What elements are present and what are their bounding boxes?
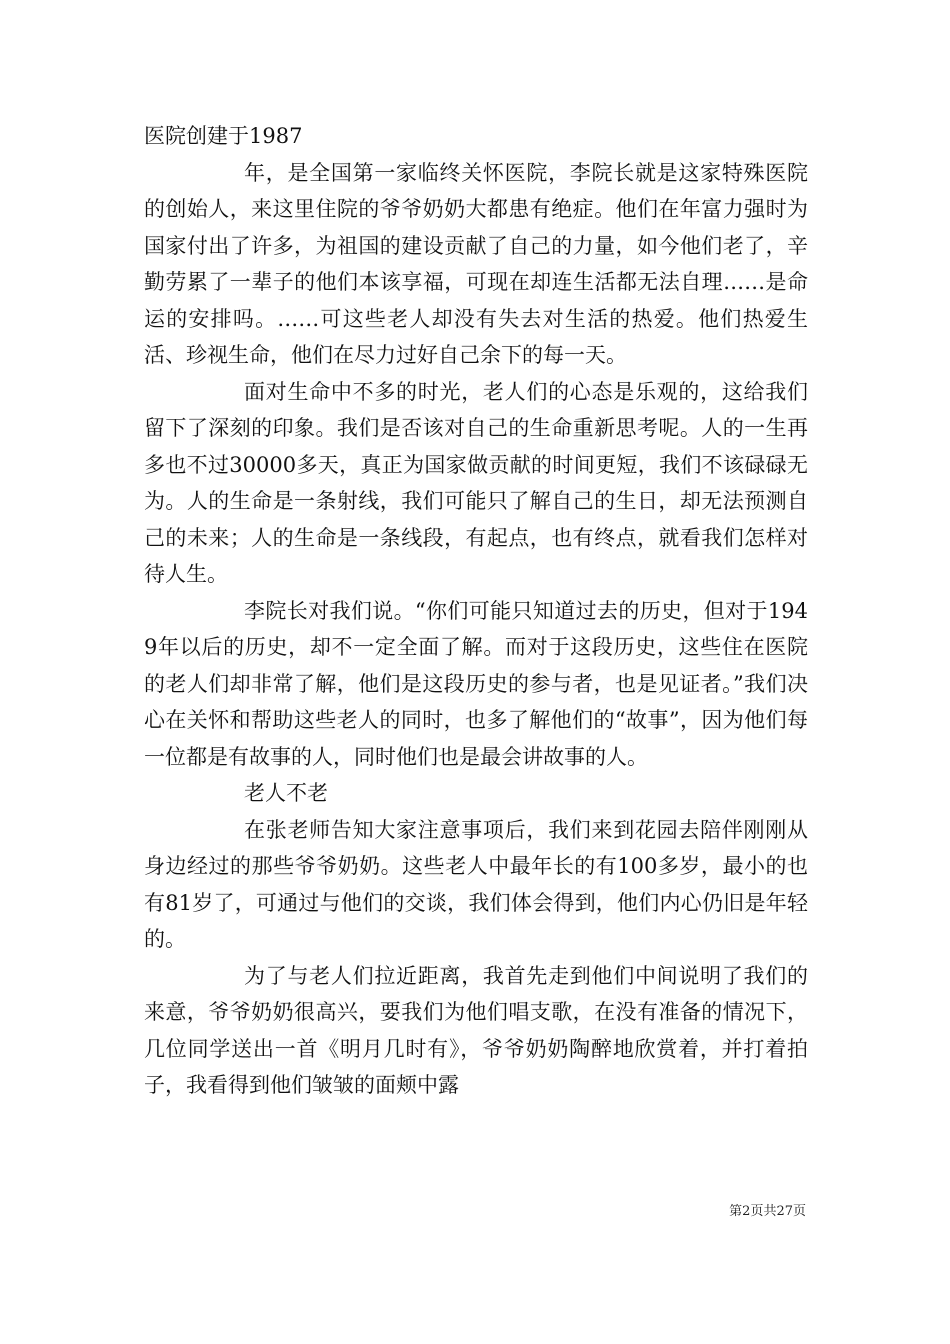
paragraph-2: 年，是全国第一家临终关怀医院，李院长就是这家特殊医院的创始人，来这里住院的爷爷奶奶大都患有绝症。他们在年富力强时为国家付出了许多，为祖国的建设贡献了自己的力量，如今他们老了，辛勤劳累了一辈子的他们本该享福，可现在却连生活都无法自理……是命运的安排吗。……可这些老人却没有失去对生活的热爱。他们热爱生活、珍视生命，他们在尽力过好自己余下的每一天。 (144, 160, 808, 367)
page-footer: 第2页共27页 (729, 1204, 806, 1219)
paragraph-4: 李院长对我们说。“你们可能只知道过去的历史，但对于1949年以后的历史，却不一定全面了解。而对于这段历史，这些住在医院的老人们却非常了解，他们是这段历史的参与者，也是见证者。”我们决心在关怀和帮助这些老人的同时，也多了解他们的“故事”，因为他们每一位都是有故事的人，同时他们也是最会讲故事的人。 (144, 598, 808, 769)
body-text (144, 118, 808, 1104)
paragraph-5: 在张老师告知大家注意事项后，我们来到花园去陪伴刚刚从身边经过的那些爷爷奶奶。这些老人中最年长的有100多岁，最小的也有81岁了，可通过与他们的交谈，我们体会得到，他们内心仍旧是年轻的。 (144, 817, 808, 951)
paragraph-6: 为了与老人们拉近距离，我首先走到他们中间说明了我们的来意，爷爷奶奶很高兴，要我们为他们唱支歌，在没有准备的情况下，几位同学送出一首《明月几时有》，爷爷奶奶陶醉地欣赏着，并打着拍子，我看得到他们皱皱的面颊中露 (144, 963, 808, 1097)
section-heading: 老人不老 (244, 781, 328, 805)
paragraph-3: 面对生命中不多的时光，老人们的心态是乐观的，这给我们留下了深刻的印象。我们是否该对自己的生命重新思考呢。人的一生再多也不过30000多天，真正为国家做贡献的时间更短，我们不该碌碌无为。人的生命是一条射线，我们可能只了解自己的生日，却无法预测自己的未来；人的生命是一条线段，有起点，也有终点，就看我们怎样对待人生。 (144, 379, 808, 586)
paragraph-1: 医院创建于1987 (144, 124, 303, 148)
